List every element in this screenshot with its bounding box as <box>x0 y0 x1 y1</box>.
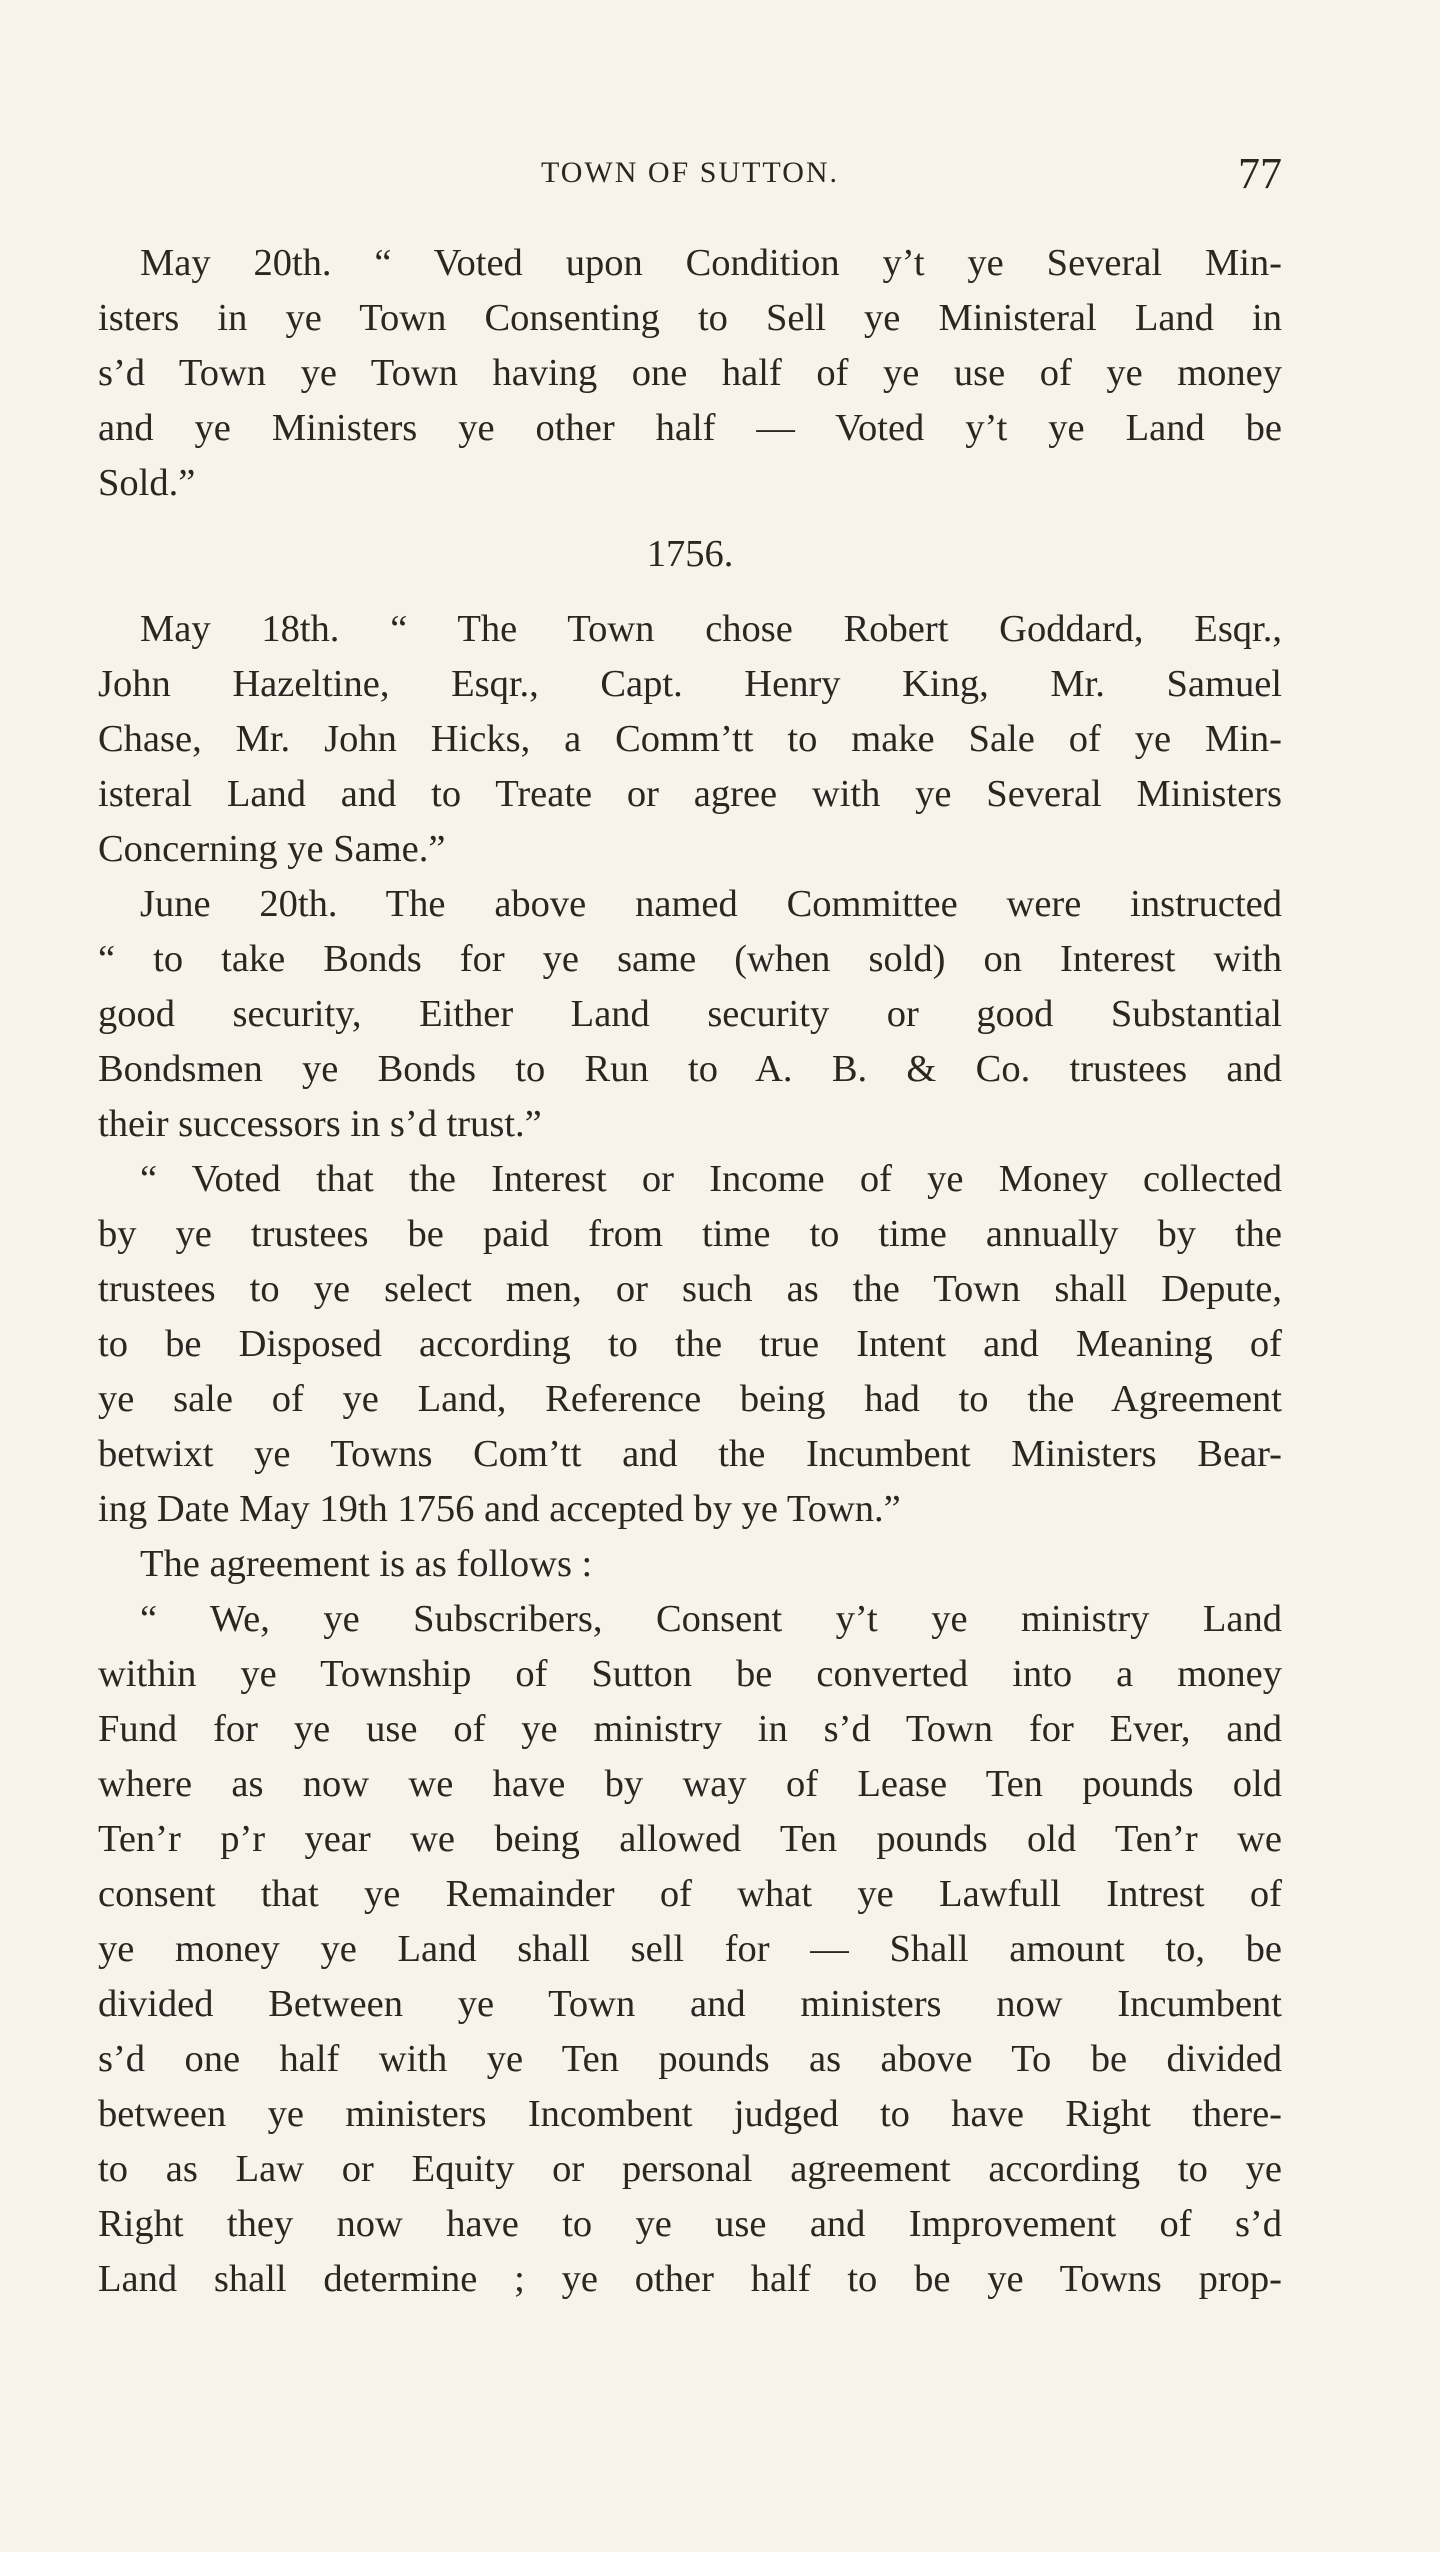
text-line: between ye ministers Incombent judged to have Right there- <box>98 2093 1282 2135</box>
text-line: John Hazeltine, Esqr., Capt. Henry King, Mr. Samuel <box>98 663 1282 705</box>
text-line: s’d Town ye Town having one half of ye use of ye money <box>98 352 1282 394</box>
text-line: ye money ye Land shall sell for — Shall amount to, be <box>98 1928 1282 1970</box>
text-line: Sold.” <box>98 462 196 504</box>
text-line: betwixt ye Towns Com’tt and the Incumbent Ministers Bear- <box>98 1433 1282 1475</box>
text-line: Land shall determine ; ye other half to be ye Towns prop- <box>98 2258 1282 2300</box>
running-title: TOWN OF SUTTON. <box>540 156 840 189</box>
text-line: May 20th. “ Voted upon Condition y’t ye Several Min- <box>140 242 1282 284</box>
text-line: Right they now have to ye use and Improvement of s’d <box>98 2203 1282 2245</box>
text-line: by ye trustees be paid from time to time annually by the <box>98 1213 1282 1255</box>
text-line: good security, Either Land security or good Substantial <box>98 993 1282 1035</box>
text-line: their successors in s’d trust.” <box>98 1103 542 1145</box>
text-line: trustees to ye select men, or such as the Town shall Depute, <box>98 1268 1282 1310</box>
text-line: Ten’r p’r year we being allowed Ten pounds old Ten’r we <box>98 1818 1282 1860</box>
running-head <box>98 148 1282 208</box>
text-line: and ye Ministers ye other half — Voted y’t ye Land be <box>98 407 1282 449</box>
year-heading: 1756. <box>646 533 734 575</box>
text-line: ing Date May 19th 1756 and accepted by ye Town.” <box>98 1488 901 1530</box>
text-body <box>98 236 1282 2307</box>
text-line: “ Voted that the Interest or Income of ye Money collected <box>140 1158 1282 1200</box>
text-line: where as now we have by way of Lease Ten pounds old <box>98 1763 1282 1805</box>
text-line: June 20th. The above named Committee were instructed <box>140 883 1282 925</box>
text-line: s’d one half with ye Ten pounds as above To be divided <box>98 2038 1282 2080</box>
text-line: divided Between ye Town and ministers now Incumbent <box>98 1983 1282 2025</box>
text-line: to as Law or Equity or personal agreement according to ye <box>98 2148 1282 2190</box>
text-line: Bondsmen ye Bonds to Run to A. B. & Co. trustees and <box>98 1048 1282 1090</box>
text-line: “ We, ye Subscribers, Consent y’t ye ministry Land <box>140 1598 1282 1640</box>
text-line: isters in ye Town Consenting to Sell ye Ministeral Land in <box>98 297 1282 339</box>
text-line: May 18th. “ The Town chose Robert Goddard, Esqr., <box>140 608 1282 650</box>
text-line: within ye Township of Sutton be converted into a money <box>98 1653 1282 1695</box>
text-line: The agreement is as follows : <box>140 1543 593 1585</box>
text-line: isteral Land and to Treate or agree with ye Several Ministers <box>98 773 1282 815</box>
text-line: to be Disposed according to the true Intent and Meaning of <box>98 1323 1282 1365</box>
text-line: “ to take Bonds for ye same (when sold) on Interest with <box>98 938 1282 980</box>
text-line: Fund for ye use of ye ministry in s’d Town for Ever, and <box>98 1708 1282 1750</box>
text-line: ye sale of ye Land, Reference being had to the Agreement <box>98 1378 1282 1420</box>
page-number: 77 <box>1238 149 1282 198</box>
text-line: consent that ye Remainder of what ye Lawfull Intrest of <box>98 1873 1282 1915</box>
text-line: Concerning ye Same.” <box>98 828 446 870</box>
text-line: Chase, Mr. John Hicks, a Comm’tt to make Sale of ye Min- <box>98 718 1282 760</box>
